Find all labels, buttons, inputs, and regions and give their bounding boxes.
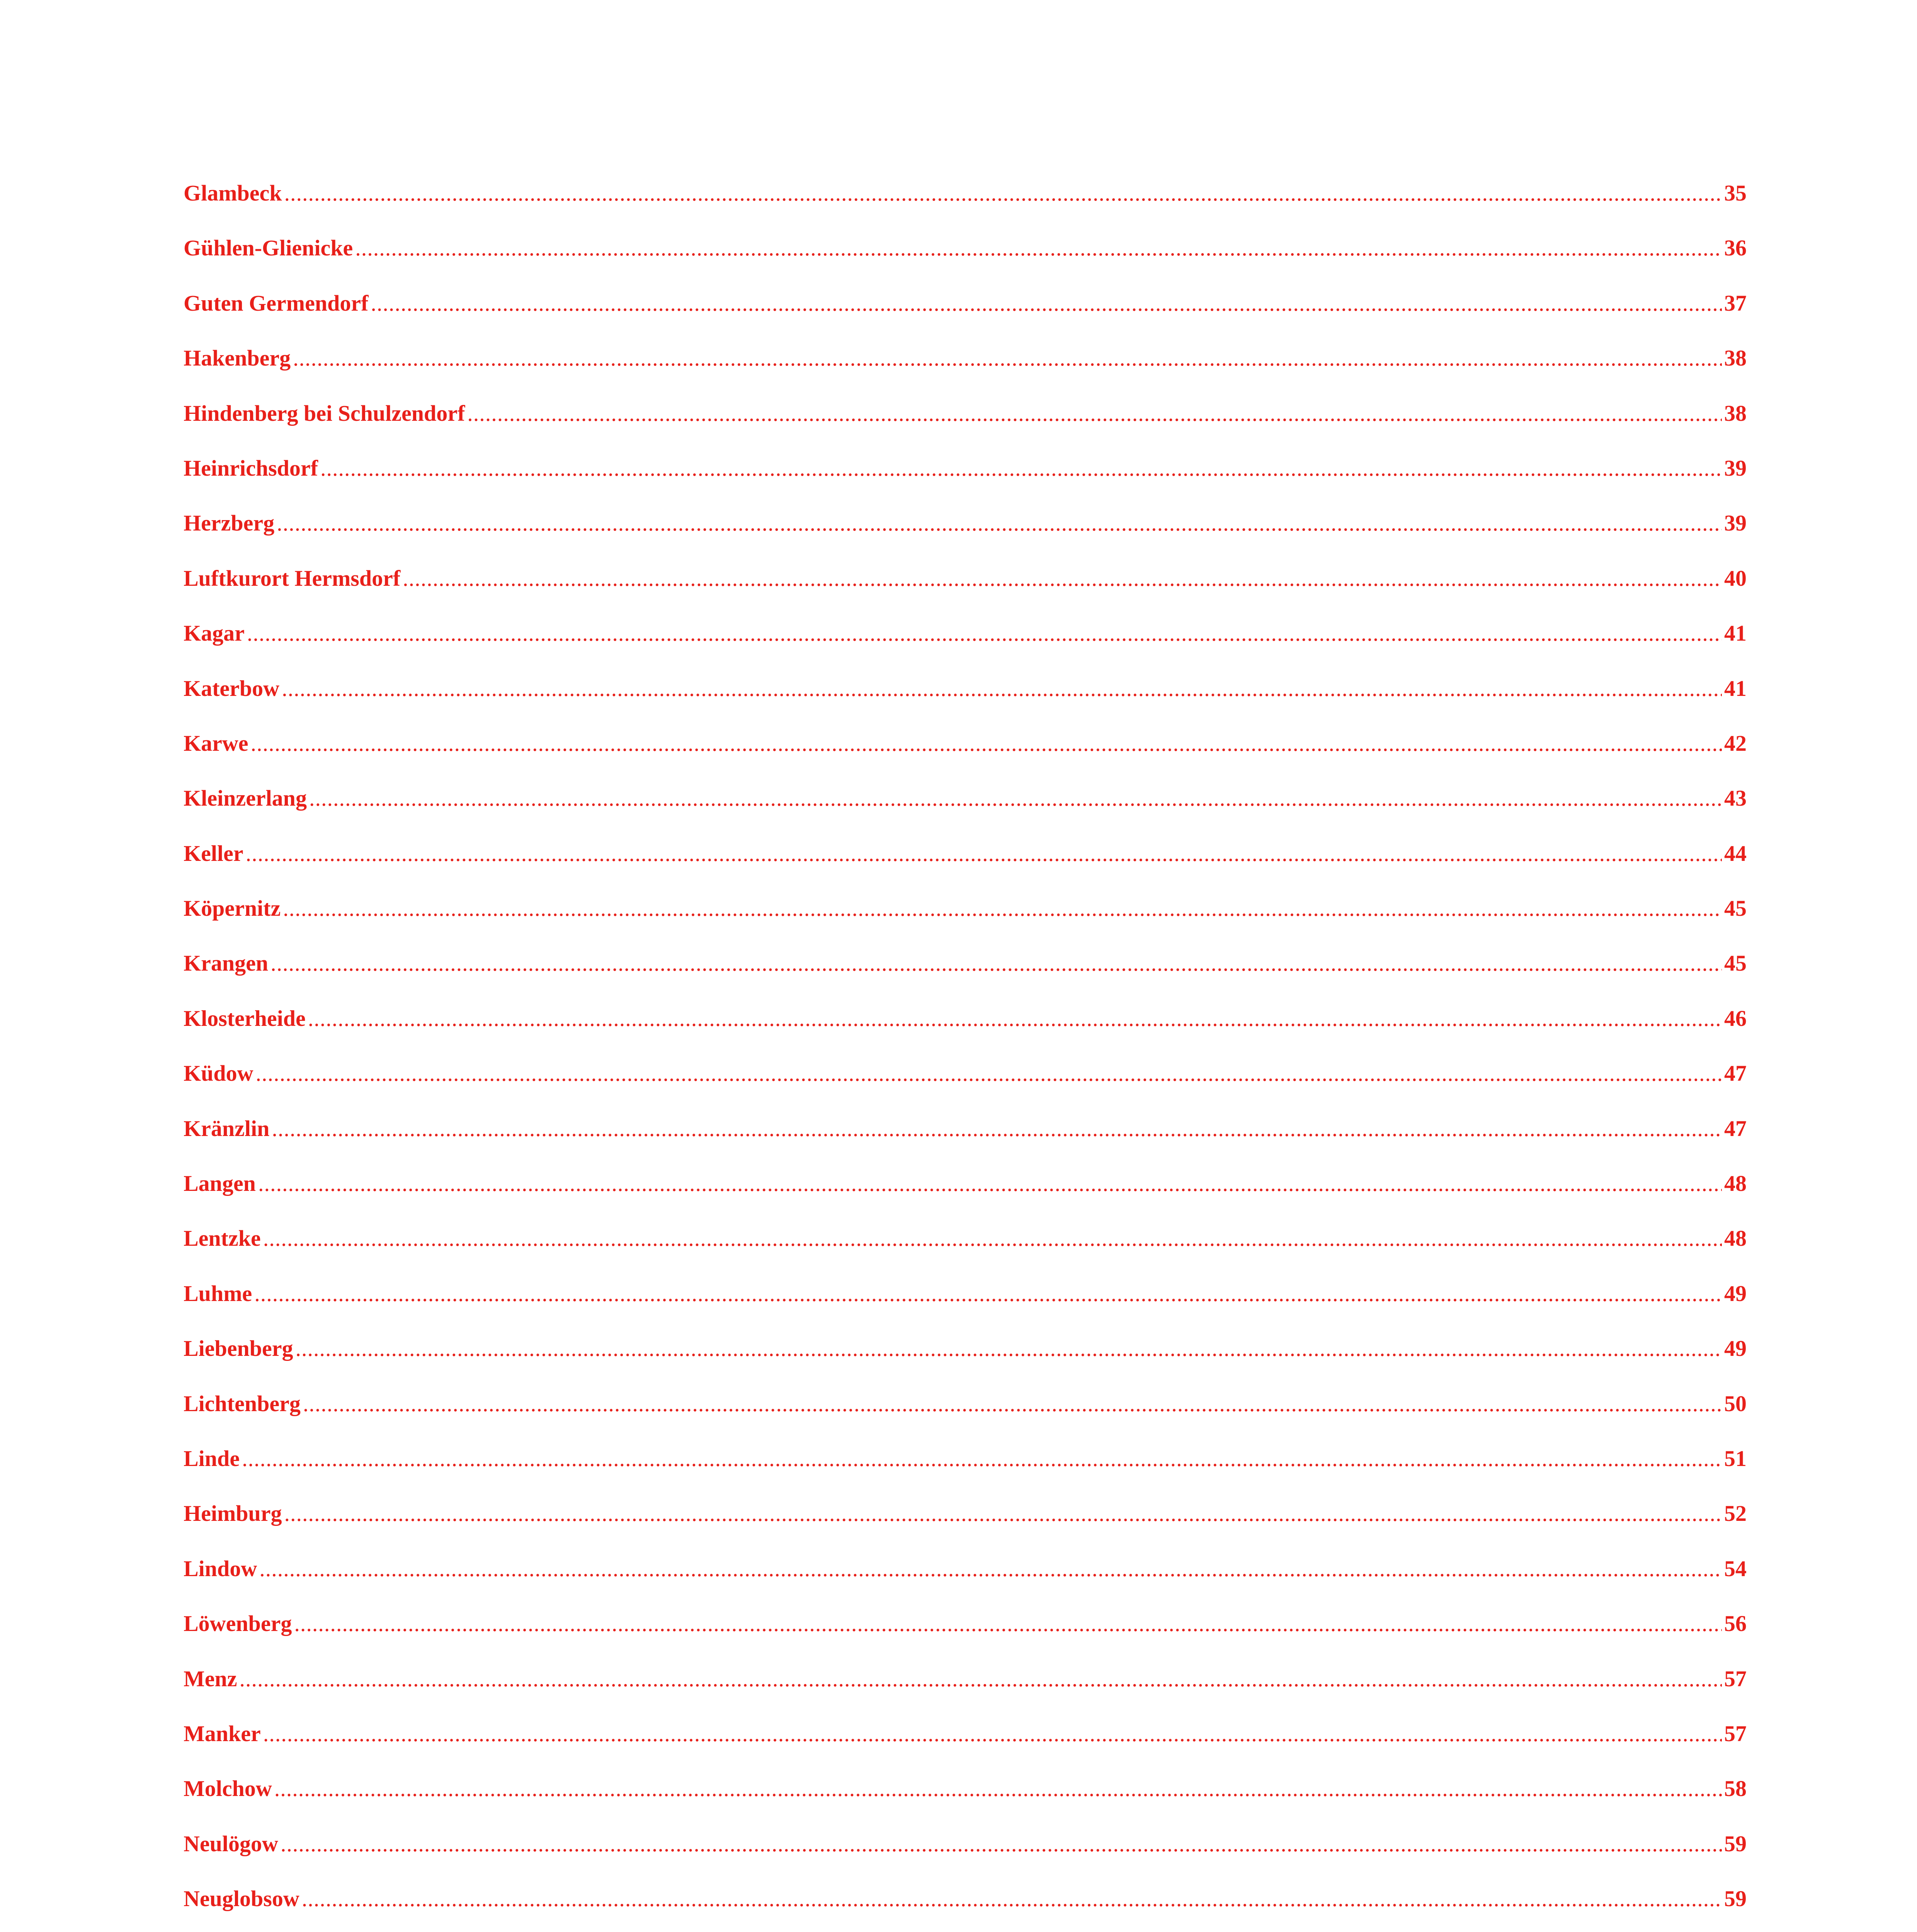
toc-entry-hindenberg[interactable] [184,400,1747,455]
toc-entry-title: Lichtenberg [184,1391,301,1416]
toc-entry-molchow[interactable] [184,1775,1747,1830]
toc-entry-guten-germendorf[interactable] [184,290,1747,345]
toc-dot-leader [284,1500,1722,1527]
toc-entry-manker[interactable] [184,1720,1747,1775]
toc-dot-leader [270,950,1722,977]
toc-entry-title: Guten Germendorf [184,290,369,316]
toc-entry-glambeck[interactable] [184,180,1747,235]
toc-entry-guehlen-glienicke[interactable] [184,235,1747,289]
toc-entry-page: 57 [1724,1721,1747,1746]
toc-entry-title: Lentzke [184,1226,261,1251]
toc-entry-title: Heimburg [184,1501,282,1526]
toc-entry-title: Krangen [184,951,269,976]
toc-entry-page: 41 [1724,621,1747,646]
toc-dot-leader [272,1115,1722,1142]
toc-entry-keller[interactable] [184,840,1747,895]
toc-entry-hakenberg[interactable] [184,345,1747,400]
toc-entry-title: Karwe [184,730,248,756]
toc-entry-page: 45 [1724,951,1747,976]
toc-dot-leader [294,1610,1722,1637]
toc-entry-title: Gühlen-Glienicke [184,235,353,261]
toc-dot-leader [371,290,1722,317]
toc-entry-title: Hindenberg bei Schulzendorf [184,400,465,426]
toc-entry-page: 48 [1724,1171,1747,1196]
toc-entry-title: Luftkurort Hermsdorf [184,565,401,591]
toc-entry-page: 44 [1724,840,1747,866]
toc-entry-klosterheide[interactable] [184,1005,1747,1060]
toc-entry-title: Klosterheide [184,1005,306,1031]
toc-entry-title: Linde [184,1446,240,1471]
toc-entry-krangen[interactable] [184,950,1747,1005]
toc-entry-title: Glambeck [184,180,282,206]
toc-dot-leader [247,620,1722,647]
toc-entry-heinrichsdorf[interactable] [184,455,1747,510]
toc-entry-menz[interactable] [184,1665,1747,1720]
toc-dot-leader [283,895,1722,922]
toc-entry-title: Luhme [184,1281,252,1306]
toc-entry-page: 51 [1724,1446,1747,1471]
toc-entry-page: 49 [1724,1281,1747,1306]
toc-entry-page: 45 [1724,896,1747,921]
toc-dot-leader [355,235,1722,262]
toc-entry-title: Löwenberg [184,1611,292,1636]
toc-entry-page: 40 [1724,565,1747,591]
toc-entry-page: 59 [1724,1831,1747,1856]
toc-entry-kagar[interactable] [184,620,1747,675]
toc-entry-page: 50 [1724,1391,1747,1416]
toc-dot-leader [403,565,1722,592]
toc-entry-page: 47 [1724,1116,1747,1141]
toc-dot-leader [284,180,1722,207]
toc-entry-title: Langen [184,1171,256,1196]
toc-entry-page: 39 [1724,455,1747,481]
toc-entry-kleinzerlang[interactable] [184,785,1747,840]
toc-entry-langen[interactable] [184,1170,1747,1225]
toc-entry-linde[interactable] [184,1445,1747,1500]
toc-entry-title: Katerbow [184,675,280,701]
toc-dot-leader [263,1720,1722,1747]
toc-entry-title: Molchow [184,1776,272,1801]
toc-dot-leader [251,730,1722,757]
toc-entry-title: Neulögow [184,1831,278,1856]
toc-entry-page: 48 [1724,1226,1747,1251]
toc-entry-title: Manker [184,1721,261,1746]
toc-entry-title: Kagar [184,621,245,646]
toc-entry-lindow[interactable] [184,1555,1747,1610]
toc-dot-leader [277,510,1722,537]
toc-dot-leader [256,1060,1722,1087]
toc-entry-title: Kränzlin [184,1116,270,1141]
toc-entry-page: 58 [1724,1776,1747,1801]
toc-dot-leader [246,840,1722,867]
toc-entry-title: Hakenberg [184,345,291,371]
toc-dot-leader [254,1280,1722,1307]
toc-dot-leader [302,1885,1722,1912]
toc-entry-title: Lindow [184,1556,257,1581]
toc-entry-title: Kleinzerlang [184,786,307,811]
toc-entry-title: Heinrichsdorf [184,455,318,481]
toc-dot-leader [303,1390,1722,1417]
toc-entry-page: 49 [1724,1336,1747,1361]
table-of-contents [184,180,1747,1932]
toc-entry-page: 38 [1724,400,1747,426]
toc-entry-lentzke[interactable] [184,1225,1747,1280]
toc-dot-leader [320,455,1722,482]
toc-entry-page: 47 [1724,1061,1747,1086]
toc-dot-leader [258,1170,1722,1197]
toc-entry-page: 43 [1724,786,1747,811]
toc-entry-page: 57 [1724,1666,1747,1691]
toc-entry-page: 39 [1724,510,1747,536]
toc-entry-koepernitz[interactable] [184,895,1747,950]
toc-dot-leader [467,400,1722,427]
toc-entry-title: Neuglobsow [184,1886,299,1912]
toc-entry-loewenberg[interactable] [184,1610,1747,1665]
toc-entry-page: 38 [1724,345,1747,371]
toc-entry-luhme[interactable] [184,1280,1747,1335]
toc-entry-title: Menz [184,1666,237,1691]
toc-entry-page: 41 [1724,675,1747,701]
toc-entry-page: 56 [1724,1611,1747,1636]
toc-entry-page: 37 [1724,290,1747,316]
toc-dot-leader [242,1445,1722,1472]
toc-entry-page: 35 [1724,180,1747,206]
toc-entry-lichtenberg[interactable] [184,1390,1747,1445]
toc-dot-leader [281,1830,1722,1857]
toc-dot-leader [296,1335,1722,1362]
toc-entry-title: Herzberg [184,510,275,536]
toc-entry-page: 59 [1724,1886,1747,1912]
toc-entry-page: 52 [1724,1501,1747,1526]
toc-entry-neuloegow[interactable] [184,1830,1747,1885]
toc-dot-leader [240,1665,1722,1692]
toc-dot-leader [308,1005,1722,1032]
toc-entry-herzberg[interactable] [184,510,1747,565]
toc-entry-katerbow[interactable] [184,675,1747,730]
toc-entry-title: Liebenberg [184,1336,293,1361]
toc-dot-leader [309,785,1722,812]
toc-entry-kuedow[interactable] [184,1060,1747,1115]
toc-entry-page: 46 [1724,1005,1747,1031]
toc-entry-title: Küdow [184,1061,253,1086]
toc-entry-kraenzlin[interactable] [184,1115,1747,1170]
toc-dot-leader [282,675,1722,702]
toc-entry-title: Keller [184,840,243,866]
toc-entry-neuglobsow[interactable] [184,1885,1747,1932]
toc-dot-leader [263,1225,1722,1252]
toc-entry-page: 42 [1724,730,1747,756]
toc-dot-leader [259,1555,1722,1582]
toc-entry-page: 54 [1724,1556,1747,1581]
toc-dot-leader [293,345,1722,372]
toc-entry-liebenberg[interactable] [184,1335,1747,1390]
toc-entry-title: Köpernitz [184,896,281,921]
toc-dot-leader [274,1775,1722,1802]
toc-entry-karwe[interactable] [184,730,1747,785]
toc-entry-page: 36 [1724,235,1747,261]
toc-entry-heimburg[interactable] [184,1500,1747,1555]
toc-entry-luftkurort-hermsdorf[interactable] [184,565,1747,620]
